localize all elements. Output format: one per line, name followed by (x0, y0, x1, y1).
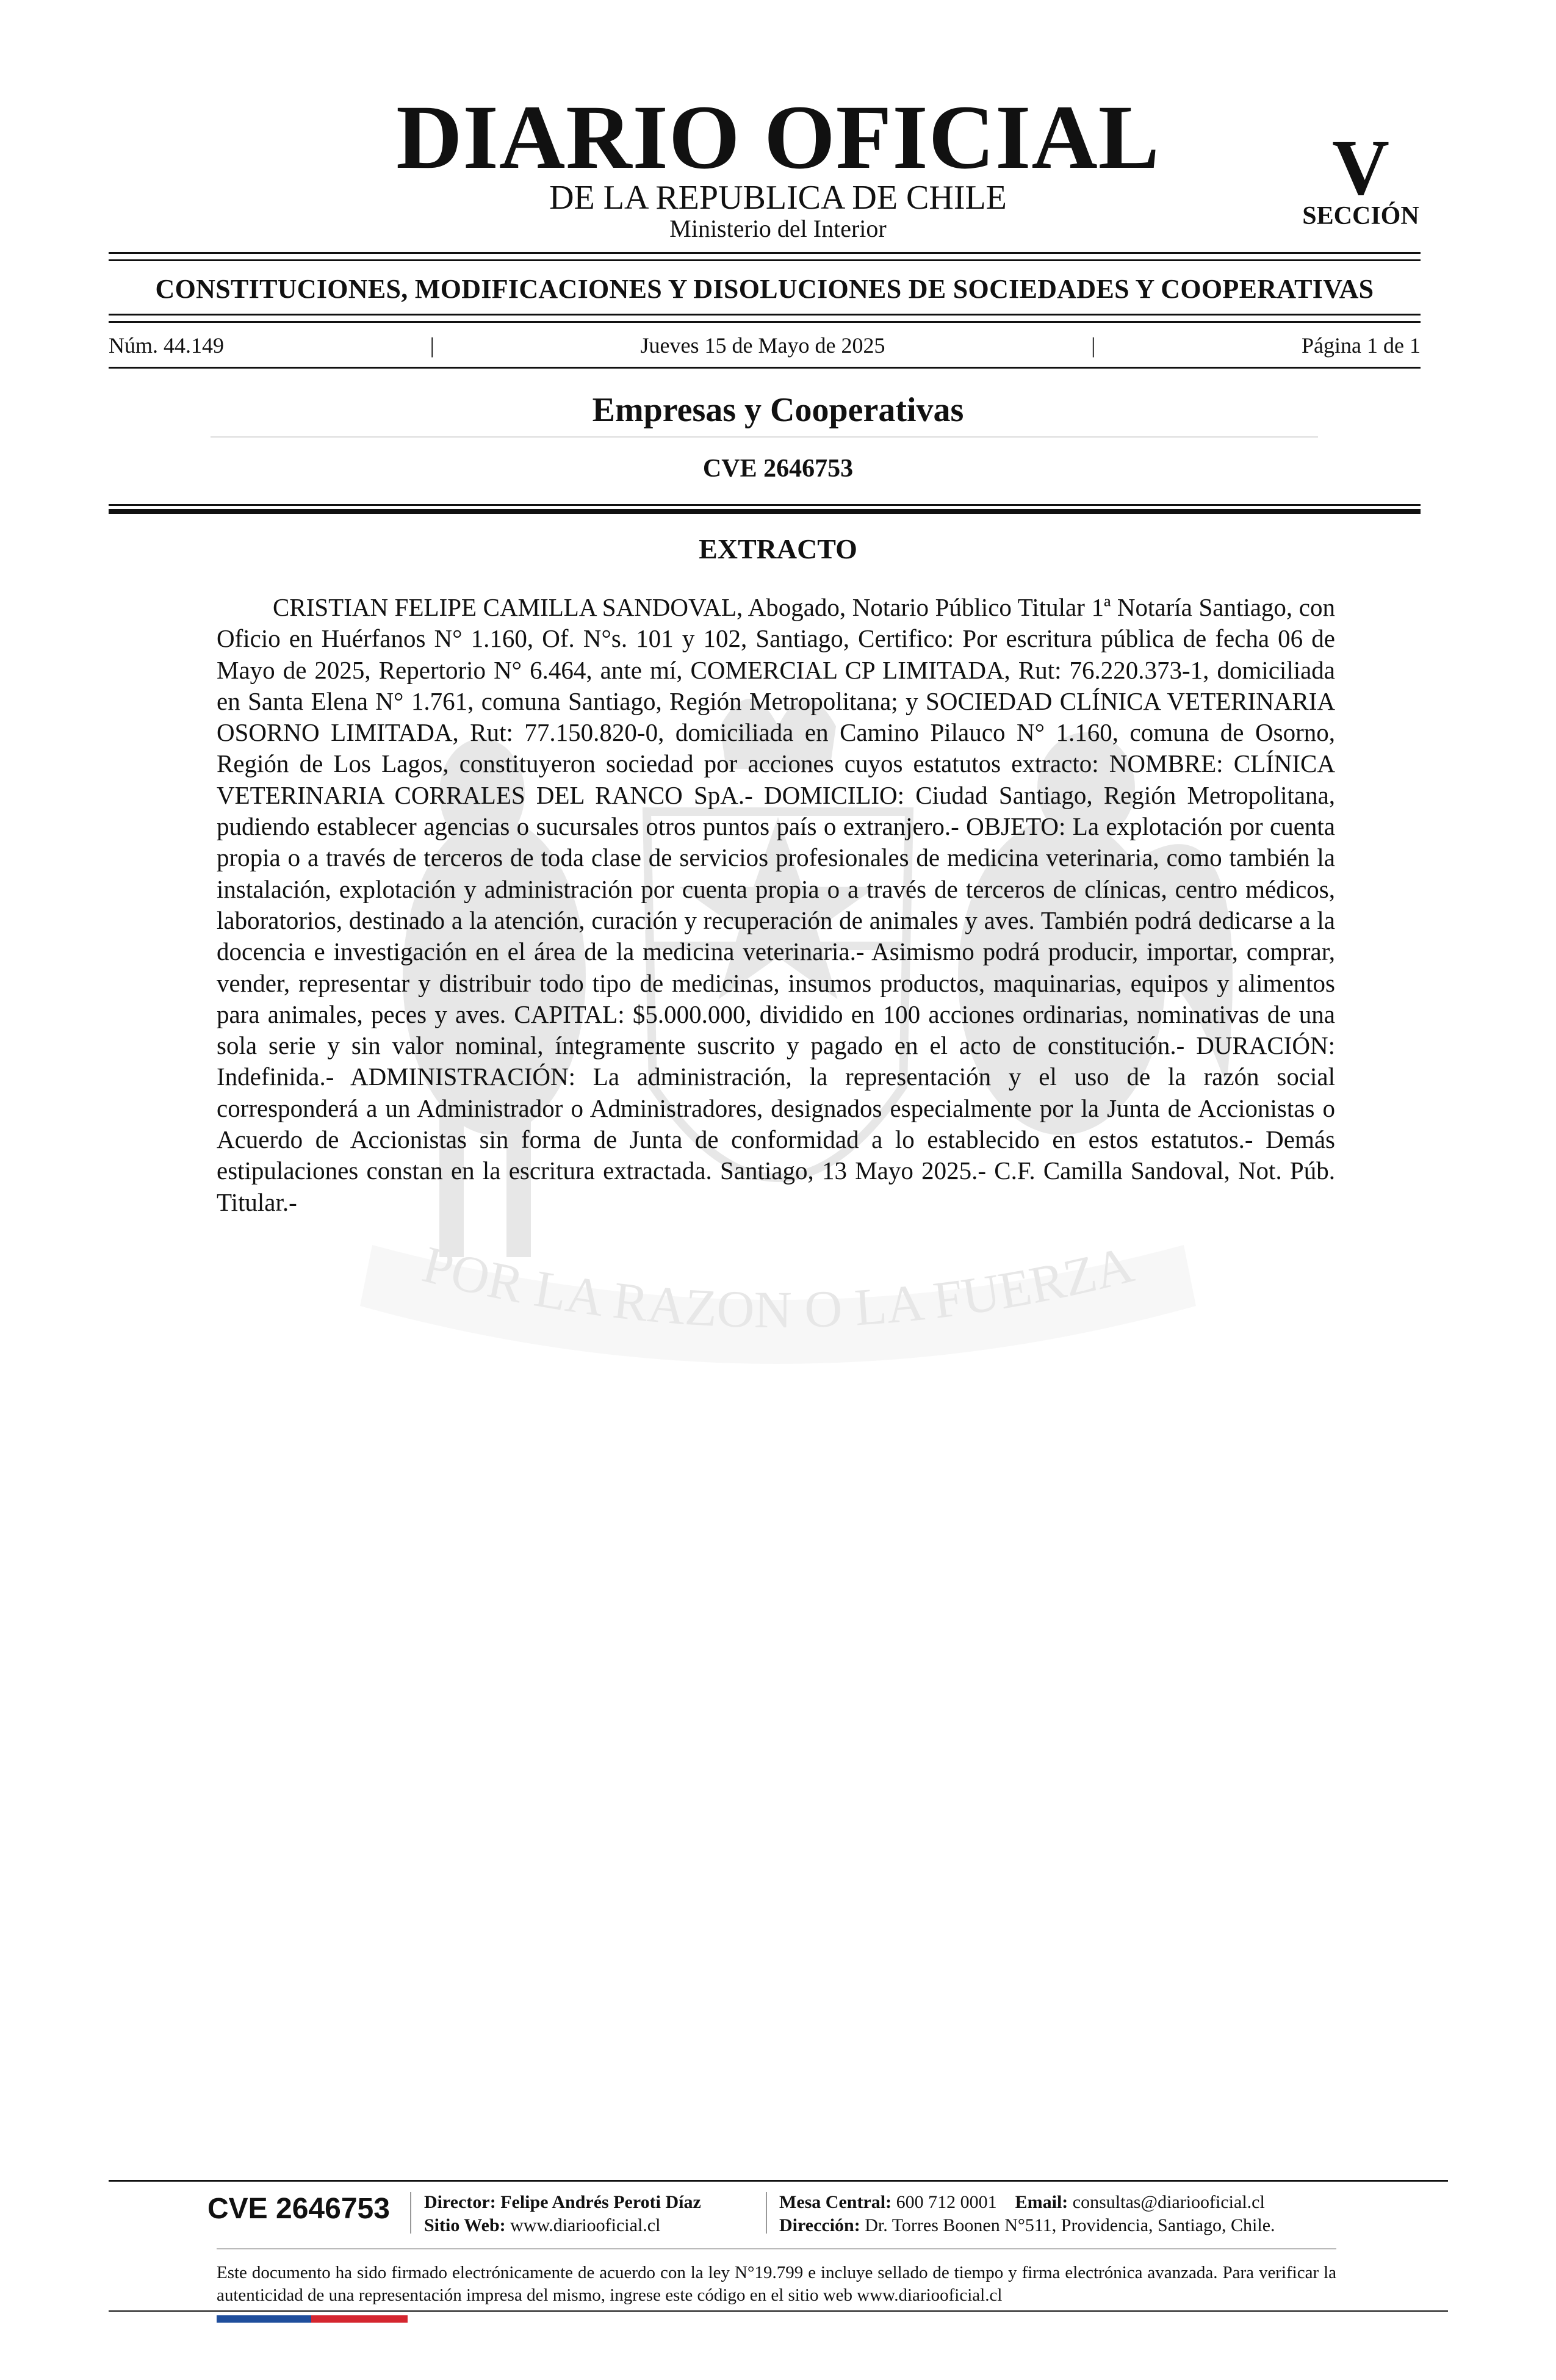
info-separator: | (1091, 333, 1096, 358)
watermark-motto: POR LA RAZON O LA FUERZA (417, 1235, 1139, 1340)
footer-separator (766, 2192, 767, 2234)
footer-divider (109, 2310, 1448, 2312)
footer-divider (109, 2180, 1448, 2182)
phone-label: Mesa Central: (779, 2192, 892, 2212)
divider (109, 367, 1421, 369)
divider-thick (109, 509, 1421, 514)
flag-stripe-blue (217, 2315, 311, 2323)
masthead-subtitle: DE LA REPUBLICA DE CHILE (549, 179, 1007, 217)
divider (109, 314, 1421, 316)
phone-number: 600 712 0001 (896, 2192, 997, 2212)
footer-separator (410, 2192, 411, 2234)
cve-header: CVE 2646753 (702, 455, 854, 483)
masthead-ministry: Ministerio del Interior (669, 215, 887, 242)
divider (211, 436, 1318, 438)
footer-note: Este documento ha sido firmado electrónicamente de acuerdo con la ley N°19.799 e incluye sellado de tiempo y firma electrónica avanzada. Para verificar la autenticidad de una representación impresa del mismo, ingrese este código en el sitio web www.diariooficial.cl (217, 2263, 1336, 2305)
issue-number: Núm. 44.149 (109, 333, 224, 358)
issue-info-bar (109, 333, 1421, 358)
footer-contact-block (779, 2191, 1365, 2237)
flag-stripe-red (311, 2315, 408, 2323)
issue-date: Jueves 15 de Mayo de 2025 (640, 333, 885, 358)
web-label: Sitio Web: (424, 2215, 506, 2235)
masthead-title: DIARIO OFICIAL (396, 87, 1160, 188)
section-header: CONSTITUCIONES, MODIFICACIONES Y DISOLUCIONES DE SOCIEDADES Y COOPERATIVAS (155, 274, 1374, 304)
address-label: Dirección: (779, 2215, 860, 2235)
address-text: Dr. Torres Boonen N°511, Providencia, Santiago, Chile. (865, 2215, 1275, 2235)
divider (109, 504, 1421, 506)
web-link[interactable]: www.diariooficial.cl (510, 2215, 661, 2235)
footer-thin-divider (217, 2248, 1336, 2249)
footer-cve: CVE 2646753 (207, 2193, 390, 2225)
director-label: Director: (424, 2192, 496, 2212)
section-letter: V (1332, 124, 1389, 212)
section-label: SECCIÓN (1302, 202, 1419, 230)
email-link[interactable]: consultas@diariooficial.cl (1072, 2192, 1265, 2212)
divider (109, 259, 1421, 261)
email-label: Email: (1015, 2192, 1068, 2212)
divider (109, 321, 1421, 323)
page-indicator: Página 1 de 1 (1301, 333, 1421, 358)
extract-body: CRISTIAN FELIPE CAMILLA SANDOVAL, Abogado, Notario Público Titular 1ª Notaría Santiago, con Oficio en Huérfanos N° 1.160, Of. N°s. 101 y 102, Santiago, Certifico: Por escritura pública de fecha 06 de Mayo de 2025, Repertorio N° 6.464, ante mí, COMERCIAL CP LIMITADA, Rut: 76.220.373-1, domiciliada en Santa Elena N° 1.761, comuna Santiago, Región Metropolitana; y SOCIEDAD CLÍNICA VETERINARIA OSORNO LIMITADA, Rut: 77.150.820-0, domiciliada en Camino Pilauco N° 1.160, comuna de Osorno, Región de Los Lagos, constituyeron sociedad por acciones cuyos estatutos extracto: NOMBRE: CLÍNICA VETERINARIA CORRALES DEL RANCO SpA.- DOMICILIO: Ciudad Santiago, Región Metropolitana, pudiendo establecer agencias o sucursales otros puntos país o extranjero.- OBJETO: La explotación por cuenta propia o a través de terceros de toda clase de servicios profesionales de medicina veterinaria, como también la instalación, explotación y administración por cuenta propia o a través de terceros de clínicas, centro médicos, laboratorios, destinado a la atención, curación y recuperación de animales y aves. También podrá dedicarse a la docencia e investigación en el área de la medicina veterinaria.- Asimismo podrá producir, importar, comprar, vender, representar y distribuir todo tipo de medicinas, insumos productos, maquinarias, equipos y alimentos para animales, peces y aves. CAPITAL: $5.000.000, dividido en 100 acciones ordinarias, nominativas de una sola serie y sin valor nominal, íntegramente suscrito y pagado en el acto de constitución.- DURACIÓN: Indefinida.- ADMINISTRACIÓN: La administración, la representación y el uso de la razón social corresponderá a un Administrador o Administradores, designados especialmente por la Junta de Accionistas o Acuerdo de Accionistas sin forma de Junta de conformidad a lo establecido en estos estatutos.- Demás estipulaciones constan en la escritura extractada. Santiago, 13 Mayo 2025.- C.F. Camilla Sandoval, Not. Púb. Titular.- (217, 593, 1335, 1216)
info-separator: | (430, 333, 434, 358)
director-name: Felipe Andrés Peroti Díaz (500, 2192, 701, 2212)
footer-director-block (424, 2191, 766, 2237)
extract-title: EXTRACTO (699, 533, 857, 564)
divider (109, 252, 1421, 254)
category-title: Empresas y Cooperativas (592, 391, 964, 429)
